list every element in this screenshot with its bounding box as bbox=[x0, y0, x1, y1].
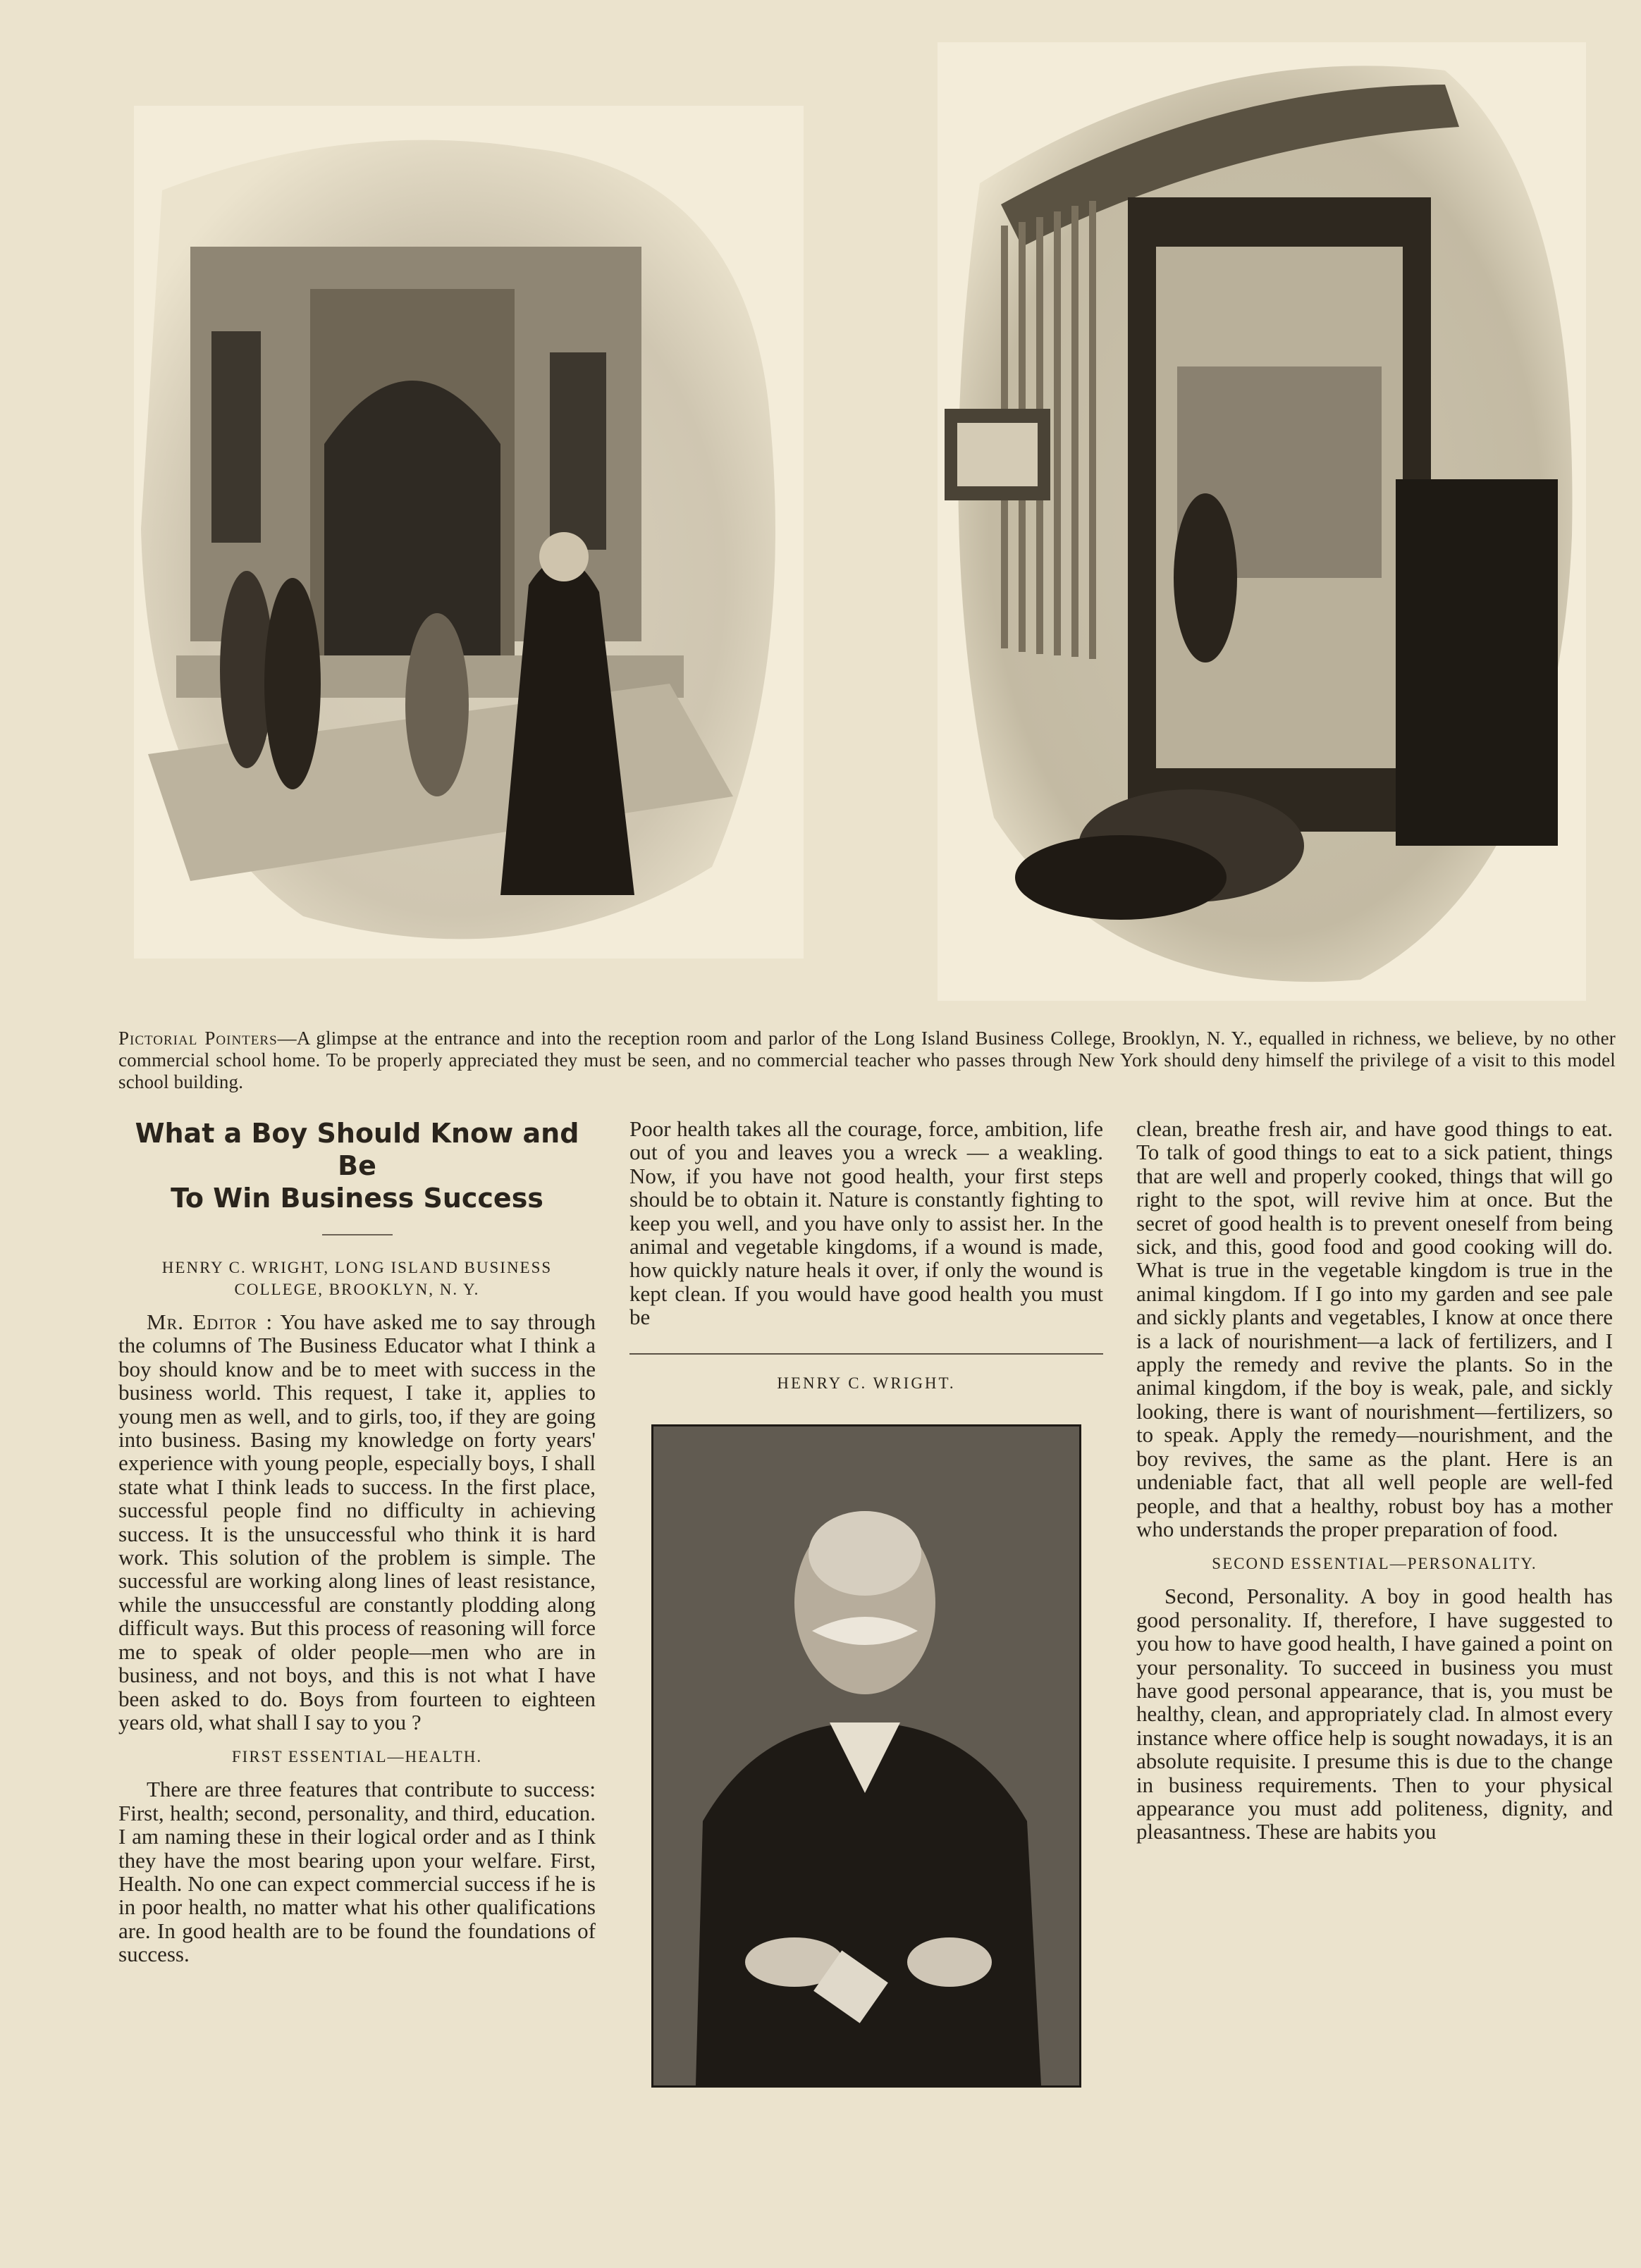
column-3 bbox=[1136, 1117, 1613, 1844]
article-title bbox=[118, 1117, 596, 1214]
title-divider bbox=[322, 1234, 393, 1235]
college-entrance-illustration bbox=[134, 106, 804, 959]
caption-text: —A glimpse at the entrance and into the reception room and parlor of the Long Island Business College, Brooklyn, N. Y., equalled in richness, we believe, by no other commercial school home. To be properly appreciated they must be seen, and no commercial teacher who passes through New York should deny himself the privilege of a visit to this model school building. bbox=[118, 1028, 1616, 1092]
paragraph-2: There are three features that contribute to success: First, health; second, personality, and third, education. I am naming these in their logical order and as I think they have the most bearing upon your welfare. First, Health. No one can expect commercial success if he is in poor health, no matter what his other qualifications are. In good health are to be found the foundations of success. bbox=[118, 1777, 596, 1967]
college-entrance-icon bbox=[134, 106, 804, 959]
paragraph-1 bbox=[118, 1310, 596, 1734]
reception-parlor-icon bbox=[938, 42, 1586, 1001]
subhead-health: FIRST ESSENTIAL—HEALTH. bbox=[231, 1748, 483, 1766]
paragraph-3: Poor health takes all the courage, force, ambition, life out of you and leaves you a wreck — a weakling. Now, if you have not good health, your first steps should be to obtain it. Nature is constantly fighting to keep you well, and you have only to assist her. In the animal and vegetable kingdoms, if a wound is made, how quickly nature heals it over, if only the wound is kept clean. If you would have good health you must be bbox=[629, 1116, 1103, 1330]
subhead-personality: SECOND ESSENTIAL—PERSONALITY. bbox=[1212, 1555, 1537, 1573]
paragraph-4: clean, breathe fresh air, and have good things to eat. To talk of good things to eat to a sick patient, things that are well and properly cooked, things that will go right to the spot, will revive him at once. But the secret of good health is to prevent oneself from being sick, and this, good food and good cooking will do. What is true in the vegetable kingdom is true in the animal kingdom. If I go into my garden and see pale and sickly plants and vegetables, I know at once there is a lack of nourishment—a lack of fertilizers, and I apply the remedy and revive the plants. So in the animal kingdom, if the boy is weak, pale, and sickly looking, there is want of nourishment—fertilizers, so to speak. Apply the remedy—nourishment, and the boy revives, the same as the plant. Here is an undeniable fact, that all well people are well-fed people, and that a healthy, robust boy has a mother who understands the proper preparation of food. bbox=[1136, 1116, 1613, 1541]
article-byline: HENRY C. WRIGHT, LONG ISLAND BUSINESS COLLEGE, BROOKLYN, N. Y. bbox=[161, 1259, 553, 1298]
article-title-line-2: To Win Business Success bbox=[171, 1183, 543, 1214]
caption-lead: Pictorial Pointers bbox=[118, 1028, 278, 1049]
column-1 bbox=[118, 1117, 596, 1966]
illustration-caption bbox=[118, 1028, 1616, 1093]
article-title-line-1: What a Boy Should Know and Be bbox=[135, 1118, 579, 1181]
reception-parlor-illustration bbox=[938, 42, 1586, 1001]
photo-divider bbox=[629, 1353, 1103, 1355]
column-2 bbox=[629, 1117, 1103, 2088]
portrait-photo bbox=[651, 1424, 1081, 2088]
portrait-icon bbox=[653, 1426, 1079, 2085]
paragraph-1-text: You have asked me to say through the columns of The Business Educator what I think a boy should know and be to meet with success in the business world. This request, I take it, applies to young men as well, and to girls, too, if they are going into business. Basing my knowledge on forty years' experience with young people, especially boys, I shall state what I think leads to success. In the first place, successful people find no difficulty in achieving success. It is the unsuccessful who think it is hard work. This solution of the problem is simple. The successful are working along lines of least resistance, while the unsuccessful are constantly plodding along difficult ways. But this process of reasoning will force me to speak of older people—men who are in business, and not boys, and this is not what I have been asked to do. Boys from fourteen to eighteen years old, what shall I say to you ? bbox=[118, 1309, 596, 1734]
paragraph-5: Second, Personality. A boy in good health has good personality. If, therefore, I have suggested to you how to have good health, I have gained a point on your personality. To succeed in business you must have good personal appearance, that is, you must be healthy, clean, and appropriately clad. In almost every instance where office help is sought nowadays, it is an absolute requisite. I presume this is due to the change in business requirements. Then to your physical appearance you must add politeness, dignity, and pleasantness. These are habits you bbox=[1136, 1584, 1613, 1844]
salutation: Mr. Editor : bbox=[147, 1309, 274, 1334]
photo-label: HENRY C. WRIGHT. bbox=[777, 1374, 956, 1392]
